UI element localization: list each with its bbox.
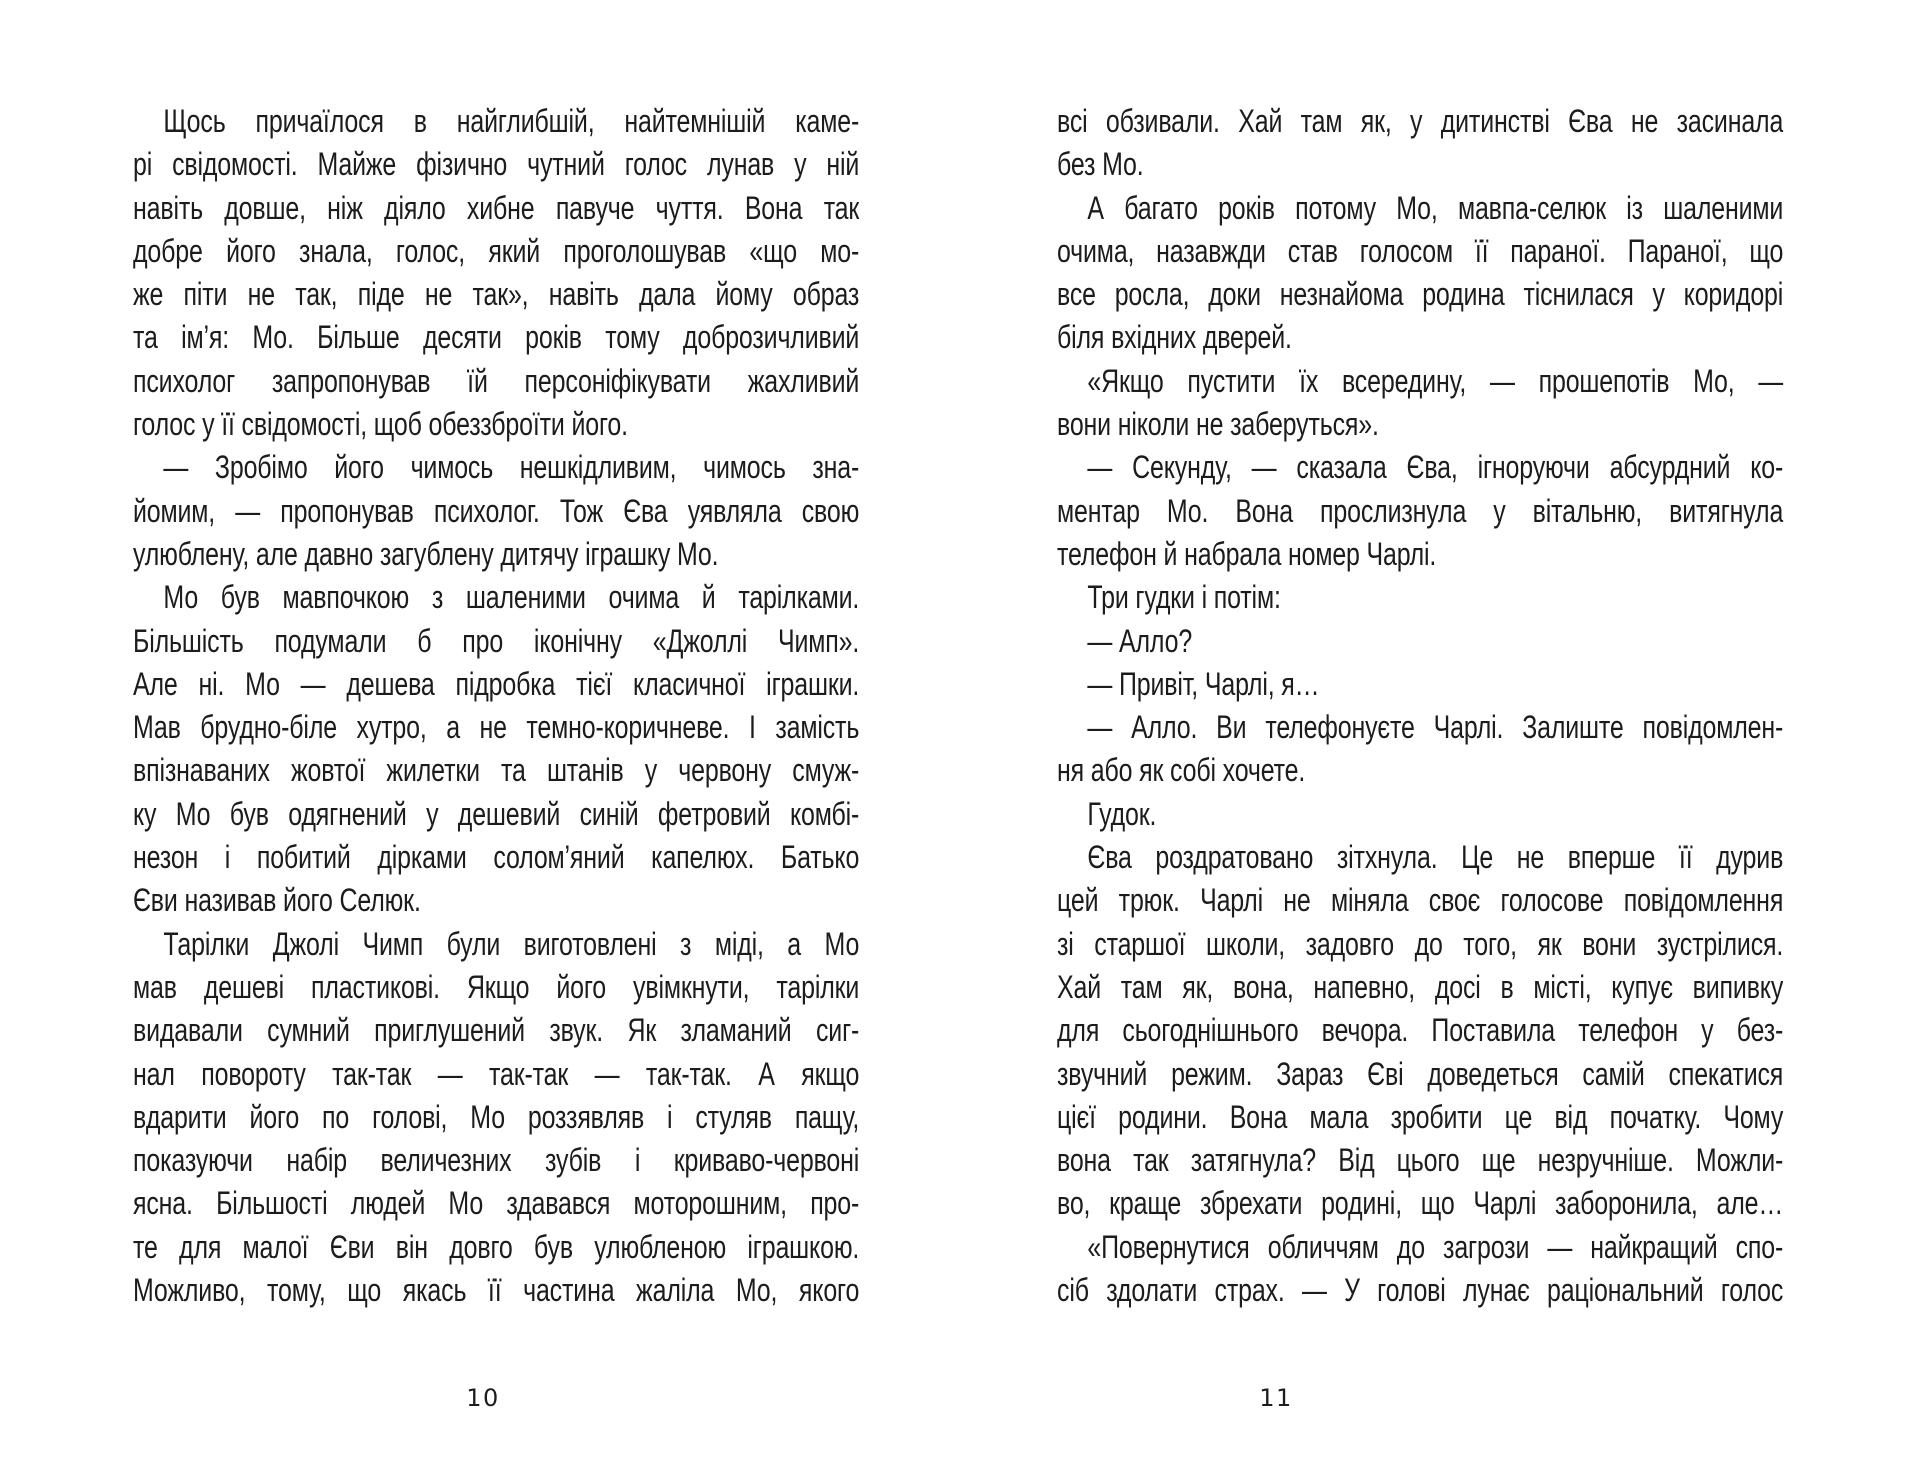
text-line: А багато років потому Мо, мавпа-селюк із шаленими xyxy=(1087,189,1784,226)
text-line: психолог запропонував їй персоніфікувати жахливий xyxy=(133,362,860,399)
text-line: сіб здолати страх. — У голові лунає раціональний голос xyxy=(1057,1272,1784,1309)
text-line: ясна. Більшості людей Мо здавався моторошним, про- xyxy=(133,1185,860,1222)
page-number-left: 10 xyxy=(466,1384,500,1412)
text-line: улюблену, але давно загублену дитячу іграшку Мо. xyxy=(133,535,719,572)
text-line: очима, назавжди став голосом її параної. Параної, що xyxy=(1057,232,1784,269)
text-line: Щось причаїлося в найглибшій, найтемнішій каме- xyxy=(163,103,860,139)
text-line: Три гудки і потім: xyxy=(1087,579,1281,616)
text-line: цієї родини. Вона мала зробити це від початку. Чому xyxy=(1057,1098,1784,1135)
text-line: Мо був мавпочкою з шаленими очима й тарілками. xyxy=(163,579,860,616)
text-line: все росла, доки незнайома родина тіснилася у коридорі xyxy=(1057,276,1784,313)
text-line: добре його знала, голос, який проголошував «що мо- xyxy=(133,232,860,269)
text-line: мав дешеві пластикові. Якщо його увімкнути, тарілки xyxy=(133,968,860,1005)
text-line: зі старшої школи, задовго до того, як вони зустрілися. xyxy=(1057,925,1784,962)
text-line: ку Мо був одягнений у дешевий синій фетровий комбі- xyxy=(133,795,860,832)
text-line: те для малої Єви він довго був улюбленою іграшкою. xyxy=(133,1228,860,1265)
text-line: — Алло? xyxy=(1087,622,1193,659)
text-line: без Мо. xyxy=(1057,146,1144,183)
text-line: нал повороту так-так — так-так — так-так. А якщо xyxy=(133,1055,860,1092)
text-line: Більшість подумали б про іконічну «Джоллі Чимп». xyxy=(133,622,860,659)
text-line: — Алло. Ви телефонуєте Чарлі. Залиште повідомлен- xyxy=(1087,709,1784,746)
text-line: вона так затягнула? Від цього ще незручніше. Можли- xyxy=(1057,1142,1784,1179)
text-line: йомим, — пропонував психолог. Тож Єва уявляла свою xyxy=(133,492,860,529)
text-line: Єва роздратовано зітхнула. Це не вперше її дурив xyxy=(1087,839,1784,876)
text-line: рі свідомості. Майже фізично чутний голос лунав у ній xyxy=(133,146,860,183)
text-line: голос у її свідомості, щоб обеззброїти його. xyxy=(133,406,628,443)
text-line: Мав брудно-біле хутро, а не темно-коричневе. І замість xyxy=(133,709,860,746)
text-line: вони ніколи не заберуться». xyxy=(1057,406,1379,443)
text-line: та ім’я: Мо. Більше десяти років тому доброзичливий xyxy=(133,319,860,356)
text-line: — Привіт, Чарлі, я… xyxy=(1087,665,1320,702)
text-line: Єви називав його Селюк. xyxy=(133,882,421,919)
text-line: біля вхідних дверей. xyxy=(1057,319,1292,356)
text-line: — Зробімо його чимось нешкідливим, чимось зна- xyxy=(163,449,860,486)
text-line: показуючи набір величезних зубів і криваво-червоні xyxy=(133,1142,860,1179)
text-line: всі обзивали. Хай там як, у дитинстві Єва не засинала xyxy=(1057,103,1784,139)
text-line: цей трюк. Чарлі не міняла своє голосове повідомлення xyxy=(1057,882,1784,919)
text-line: ня або як собі хочете. xyxy=(1057,752,1306,789)
page-10-text-block xyxy=(133,100,859,1312)
text-line: телефон й набрала номер Чарлі. xyxy=(1057,535,1437,572)
text-line: звучний режим. Зараз Єві доведеться самій спекатися xyxy=(1057,1055,1784,1092)
text-line: — Секунду, — сказала Єва, ігноруючи абсурдний ко- xyxy=(1087,449,1784,486)
text-line: «Повернутися обличчям до загрози — найкращий спо- xyxy=(1087,1228,1784,1265)
text-line: навіть довше, ніж діяло хибне павуче чуття. Вона так xyxy=(133,189,860,226)
text-line: видавали сумний приглушений звук. Як зламаний сиг- xyxy=(133,1012,860,1049)
text-line: же піти не так, піде не так», навіть дала йому образ xyxy=(133,276,860,313)
text-line: вдарити його по голові, Мо роззявляв і стуляв пащу, xyxy=(133,1098,860,1135)
text-line: Хай там як, вона, напевно, досі в місті, купує випивку xyxy=(1057,968,1784,1005)
text-line: «Якщо пустити їх всередину, — прошепотів Мо, — xyxy=(1087,362,1784,399)
text-line: Тарілки Джолі Чимп були виготовлені з міді, а Мо xyxy=(163,925,860,962)
text-line: впізнаваних жовтої жилетки та штанів у червону смуж- xyxy=(133,752,860,789)
page-number-right: 11 xyxy=(1259,1384,1293,1412)
text-line: Можливо, тому, що якась її частина жаліла Мо, якого xyxy=(133,1272,860,1309)
page-11-text-block xyxy=(1057,100,1783,1312)
text-line: незон і побитий дірками солом’яний капелюх. Батько xyxy=(133,839,860,876)
text-line: Гудок. xyxy=(1087,795,1157,832)
text-line: ментар Мо. Вона прослизнула у вітальню, витягнула xyxy=(1057,492,1784,529)
text-line: во, краще збрехати родині, що Чарлі заборонила, але… xyxy=(1057,1185,1784,1222)
text-line: Але ні. Мо — дешева підробка тієї класичної іграшки. xyxy=(133,665,860,702)
text-line: для сьогоднішнього вечора. Поставила телефон у без- xyxy=(1057,1012,1784,1049)
